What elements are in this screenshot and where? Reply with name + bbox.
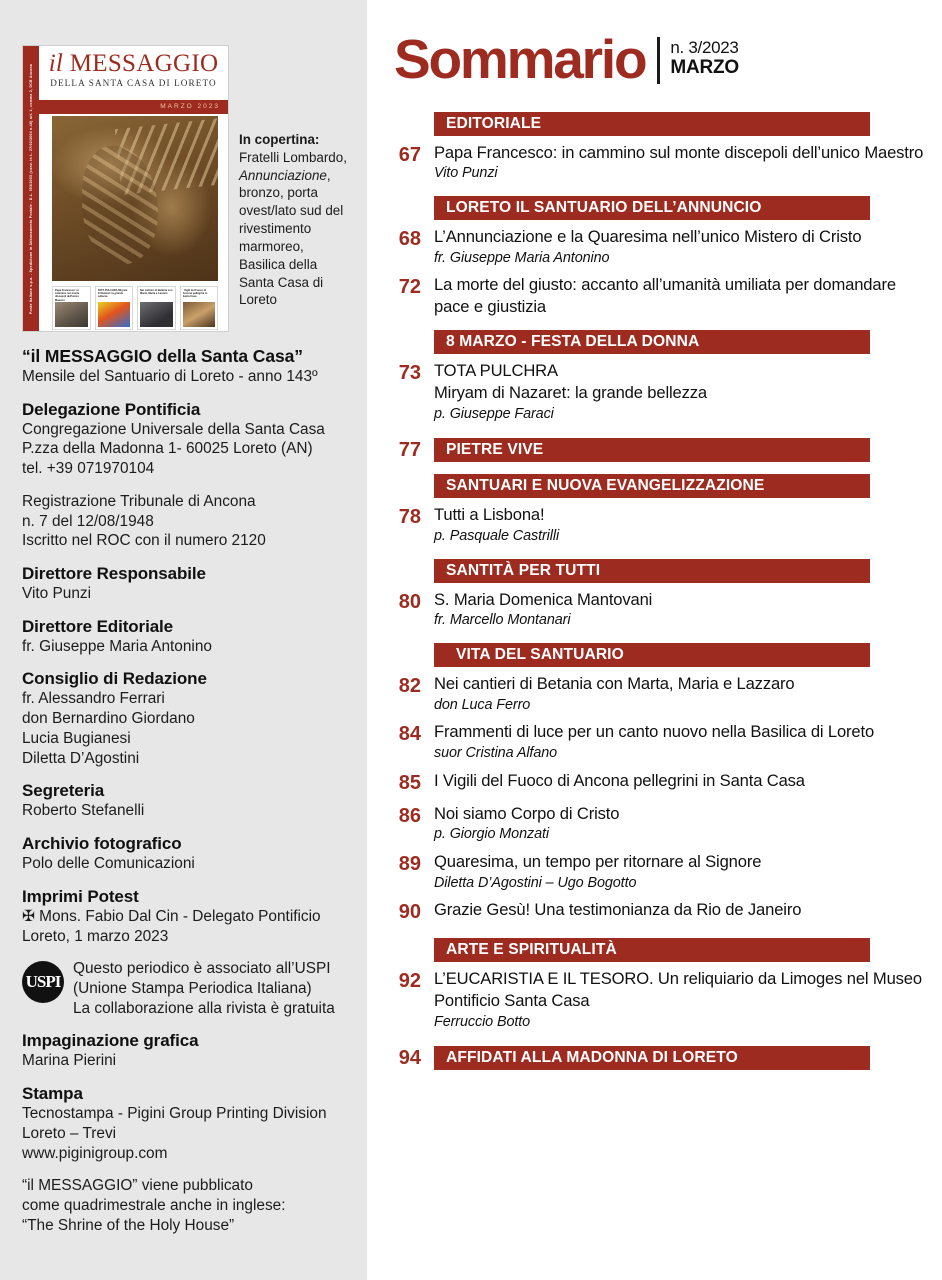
issue-month: MARZO	[670, 56, 740, 78]
issue-number: n. 3/2023	[670, 38, 739, 57]
sommario-header	[367, 0, 942, 90]
toc-entry-body	[434, 851, 942, 893]
toc-section-heading: SANTUARI E NUOVA EVANGELIZZAZIONE	[434, 474, 870, 498]
toc-entry-body	[434, 142, 942, 184]
toc-entry-body	[434, 360, 942, 424]
toc-entry-page-number: 92	[398, 970, 421, 993]
toc-entry-page-number: 73	[398, 362, 421, 385]
cover-teaser-thumbnails	[52, 286, 218, 330]
stampa-heading: Stampa	[22, 1084, 83, 1104]
toc-entry-body	[434, 770, 942, 792]
toc-entry-author: p. Giuseppe Faraci	[434, 405, 554, 422]
toc-entry-title: Quaresima, un tempo per ritornare al Signore	[434, 851, 762, 871]
delegazione-heading: Delegazione Pontificia	[22, 399, 201, 419]
english-note-2: come quadrimestrale anche in inglese:	[22, 1196, 286, 1214]
toc-section-row	[367, 330, 942, 354]
toc-entry[interactable]	[367, 589, 942, 631]
toc-entry-author: fr. Giuseppe Maria Antonino	[434, 249, 610, 266]
toc-entry-author: p. Giorgio Monzati	[434, 826, 549, 843]
toc-entry-body	[434, 274, 942, 318]
cover-teaser-3-caption: Nei cantieri di Betania con Marta, Maria e Lazzaro	[140, 289, 173, 296]
cover-teaser-2-caption: TOTA PULCHRA Miryam di Nazaret: la grande bellezza	[97, 289, 128, 299]
stampa-line-1: Tecnostampa - Pigini Group Printing Division	[22, 1105, 327, 1123]
stampa-line-2: Loreto – Trevi	[22, 1124, 117, 1142]
toc-entry-body	[434, 504, 942, 546]
consiglio-redazione-heading: Consiglio di Redazione	[22, 669, 207, 689]
toc-entry[interactable]	[367, 226, 942, 268]
delegazione-phone: tel. +39 071970104	[22, 460, 155, 478]
toc-entry-title: L’Annunciazione e la Quaresima nell’unico Mistero di Cristo	[434, 226, 862, 246]
toc-entry-title: Frammenti di luce per un canto nuovo nella Basilica di Loreto	[434, 722, 875, 742]
cover-teaser-2	[95, 286, 134, 330]
direttore-responsabile-name: Vito Punzi	[22, 585, 92, 603]
colophon-text	[0, 346, 367, 1235]
archivio-fotografico-heading: Archivio fotografico	[22, 834, 182, 854]
toc-entry[interactable]	[367, 851, 942, 893]
toc-section-heading: EDITORIALE	[434, 112, 870, 136]
toc-entry-author: Vito Punzi	[434, 165, 498, 182]
cover-subtitle: DELLA SANTA CASA DI LORETO	[50, 78, 217, 89]
toc-entry-author: Ferruccio Botto	[434, 1014, 531, 1030]
imprimi-potest-heading: Imprimi Potest	[22, 886, 139, 906]
delegazione-line-1: Congregazione Universale della Santa Casa	[22, 420, 325, 438]
toc-entry-page-number: 84	[398, 723, 421, 746]
cover-caption	[239, 45, 353, 332]
cover-caption-rest: , bronzo, porta ovest/lato sud del rivestimento marmoreo, Basilica della Santa Casa di Loreto	[239, 167, 344, 308]
cover-bronze-relief-photo	[52, 116, 218, 281]
toc-entry-title: Tutti a Lisbona!	[434, 505, 545, 525]
toc-entry-title: Grazie Gesù! Una testimonianza da Rio de Janeiro	[434, 900, 802, 920]
toc-section-row	[367, 643, 942, 667]
toc-section-row	[367, 474, 942, 498]
cover-caption-work-title: Annunciazione	[239, 167, 327, 183]
toc-entry[interactable]	[367, 360, 942, 424]
toc-section-row	[367, 559, 942, 583]
toc-entry-title: La morte del giusto: accanto all’umanità umiliata per domandare pace e giustizia	[434, 275, 896, 317]
toc-entry-body	[434, 673, 942, 715]
toc-section-row	[367, 196, 942, 220]
cover-teaser-2-image	[98, 302, 131, 327]
toc-section-heading: PIETRE VIVE	[434, 438, 870, 462]
toc-entry-page-number: 85	[398, 771, 421, 794]
cover-teaser-1-caption: Papa Francesco: in cammino sul monte discepoli dell'unico Maestro	[55, 289, 80, 302]
toc-entry-body	[434, 803, 942, 845]
cover-teaser-4-caption: I Vigili del Fuoco di Ancona pellegrini in Santa Casa	[182, 289, 208, 299]
uspi-line-2: (Unione Stampa Periodica Italiana)	[73, 979, 312, 997]
registration-line-2: n. 7 del 12/08/1948	[22, 512, 154, 530]
toc-entry-body	[434, 589, 942, 631]
cover-caption-label: In copertina:	[239, 132, 320, 147]
uspi-line-1: Questo periodico è associato all’USPI	[73, 960, 331, 978]
toc-section-row	[367, 112, 942, 136]
toc-entry[interactable]	[367, 673, 942, 715]
page-title: Sommario	[394, 28, 646, 90]
imprimi-potest-signatory: ✠ Mons. Fabio Dal Cin - Delegato Pontificio	[22, 907, 321, 925]
toc-entry[interactable]	[367, 721, 942, 763]
consiglio-member-4: Diletta D’Agostini	[22, 749, 140, 767]
direttore-editoriale-name: fr. Giuseppe Maria Antonino	[22, 637, 212, 655]
cover-spine-text: Poste Italiane s.p.a. - Spedizione in Abbonamento Postale - D.L. 353/2003 (conv. in L. 27/02/2004 n.46) art. 1, comma 2, DCB Ancona	[29, 63, 33, 314]
toc-entry[interactable]	[367, 770, 942, 797]
colophon-sidebar	[0, 0, 367, 1280]
toc-section-heading: LORETO IL SANTUARIO DELL’ANNUNCIO	[434, 196, 870, 220]
publication-name: “il MESSAGGIO della Santa Casa”	[22, 346, 303, 366]
toc-entry[interactable]	[367, 899, 942, 926]
toc-entry-page-number: 68	[398, 227, 421, 250]
uspi-text	[73, 959, 335, 1018]
toc-entry-body	[434, 968, 942, 1032]
cover-title	[39, 51, 228, 77]
toc-section-row	[367, 438, 942, 462]
segreteria-name: Roberto Stefanelli	[22, 802, 145, 820]
toc-entry-body	[434, 721, 942, 763]
english-edition-title: “The Shrine of the Holy House”	[22, 1216, 235, 1234]
toc-entry-subtitle: Miryam di Nazaret: la grande bellezza	[434, 382, 707, 402]
toc-section-heading: AFFIDATI ALLA MADONNA DI LORETO	[434, 1046, 870, 1070]
toc-entry-title: Noi siamo Corpo di Cristo	[434, 803, 620, 823]
toc-section-heading: VITA DEL SANTUARIO	[434, 643, 870, 667]
toc-entry-page-number: 72	[398, 276, 421, 299]
toc-section-heading: SANTITÀ PER TUTTI	[434, 559, 870, 583]
toc-entry-author: suor Cristina Alfano	[434, 745, 558, 762]
header-divider	[657, 37, 660, 84]
consiglio-member-3: Lucia Bugianesi	[22, 729, 131, 747]
cover-teaser-1-image	[55, 302, 88, 327]
english-note-1: “il MESSAGGIO” viene pubblicato	[22, 1177, 253, 1195]
direttore-editoriale-heading: Direttore Editoriale	[22, 616, 174, 636]
toc-entry-author: Diletta D’Agostini – Ugo Bogotto	[434, 874, 637, 891]
direttore-responsabile-heading: Direttore Responsabile	[22, 564, 206, 584]
toc-entry-page-number: 67	[398, 143, 421, 166]
toc-section-row	[367, 1046, 942, 1070]
toc-section-page-number: 94	[398, 1046, 421, 1069]
toc-entry[interactable]	[367, 142, 942, 184]
toc-entry-page-number: 80	[398, 590, 421, 613]
imprimi-potest-date: Loreto, 1 marzo 2023	[22, 927, 169, 945]
toc-entry-title: TOTA PULCHRA	[434, 361, 558, 381]
toc-entry-author: don Luca Ferro	[434, 696, 531, 713]
toc-entry[interactable]	[367, 968, 942, 1032]
toc-entry[interactable]	[367, 504, 942, 546]
toc-entry-page-number: 89	[398, 852, 421, 875]
toc-entry[interactable]	[367, 274, 942, 318]
archivio-fotografico-name: Polo delle Comunicazioni	[22, 855, 195, 873]
cover-and-caption-row	[22, 45, 353, 332]
segreteria-heading: Segreteria	[22, 781, 105, 801]
consiglio-member-1: fr. Alessandro Ferrari	[22, 690, 165, 708]
toc-entry-page-number: 82	[398, 674, 421, 697]
toc-entry-title: S. Maria Domenica Mantovani	[434, 589, 653, 609]
cover-teaser-1	[52, 286, 91, 330]
toc-section-heading: ARTE E SPIRITUALITÀ	[434, 938, 870, 962]
delegazione-address: P.zza della Madonna 1- 60025 Loreto (AN)	[22, 440, 313, 458]
toc-section-row	[367, 938, 942, 962]
publication-frequency: Mensile del Santuario di Loreto - anno 143º	[22, 368, 318, 385]
cover-issue-band: MARZO 2023	[39, 100, 228, 114]
toc-entry-page-number: 78	[398, 506, 421, 529]
toc-entry-page-number: 90	[398, 901, 421, 924]
toc-entry-body	[434, 899, 942, 921]
toc-entry-page-number: 86	[398, 804, 421, 827]
cover-title-article: il	[48, 50, 64, 77]
toc-entry-title: Nei cantieri di Betania con Marta, Maria e Lazzaro	[434, 673, 795, 693]
toc-section-heading: 8 MARZO - FESTA DELLA DONNA	[434, 330, 870, 354]
cover-spine	[23, 46, 39, 331]
toc-entry-author: fr. Marcello Montanari	[434, 612, 571, 629]
issue-info	[670, 34, 739, 79]
cover-teaser-4	[180, 286, 219, 330]
toc-entry-author: p. Pasquale Castrilli	[434, 528, 560, 545]
cover-teaser-3-image	[140, 302, 173, 327]
cover-title-main: MESSAGGIO	[69, 50, 219, 77]
uspi-block	[22, 959, 353, 1018]
toc-entry-title: Papa Francesco: in cammino sul monte discepoli dell’unico Maestro	[434, 142, 924, 162]
impaginazione-heading: Impaginazione grafica	[22, 1031, 199, 1051]
cover-masthead	[39, 46, 228, 100]
consiglio-member-2: don Bernardino Giordano	[22, 710, 195, 728]
impaginazione-name: Marina Pierini	[22, 1052, 117, 1070]
magazine-cover-thumbnail	[22, 45, 229, 332]
table-of-contents	[367, 112, 942, 1071]
toc-section-page-number: 77	[398, 438, 421, 461]
toc-entry-body	[434, 226, 942, 268]
uspi-line-3: La collaborazione alla rivista è gratuita	[73, 999, 335, 1017]
registration-roc: Iscritto nel ROC con il numero 2120	[22, 532, 266, 550]
toc-entry-title: L’EUCARISTIA E IL TESORO. Un reliquiario da Limoges nel Museo Pontificio Santa Casa	[434, 969, 922, 1011]
cover-teaser-3	[137, 286, 176, 330]
stampa-website: www.piginigroup.com	[22, 1144, 168, 1162]
cover-teaser-4-image	[183, 302, 216, 327]
toc-entry-title: I Vigili del Fuoco di Ancona pellegrini in Santa Casa	[434, 770, 805, 790]
toc-entry[interactable]	[367, 803, 942, 845]
registration-line-1: Registrazione Tribunale di Ancona	[22, 492, 256, 510]
cover-caption-line1: Fratelli Lombardo,	[239, 149, 347, 165]
sommario-panel	[367, 0, 942, 1280]
uspi-logo-icon: USPI	[22, 961, 64, 1003]
